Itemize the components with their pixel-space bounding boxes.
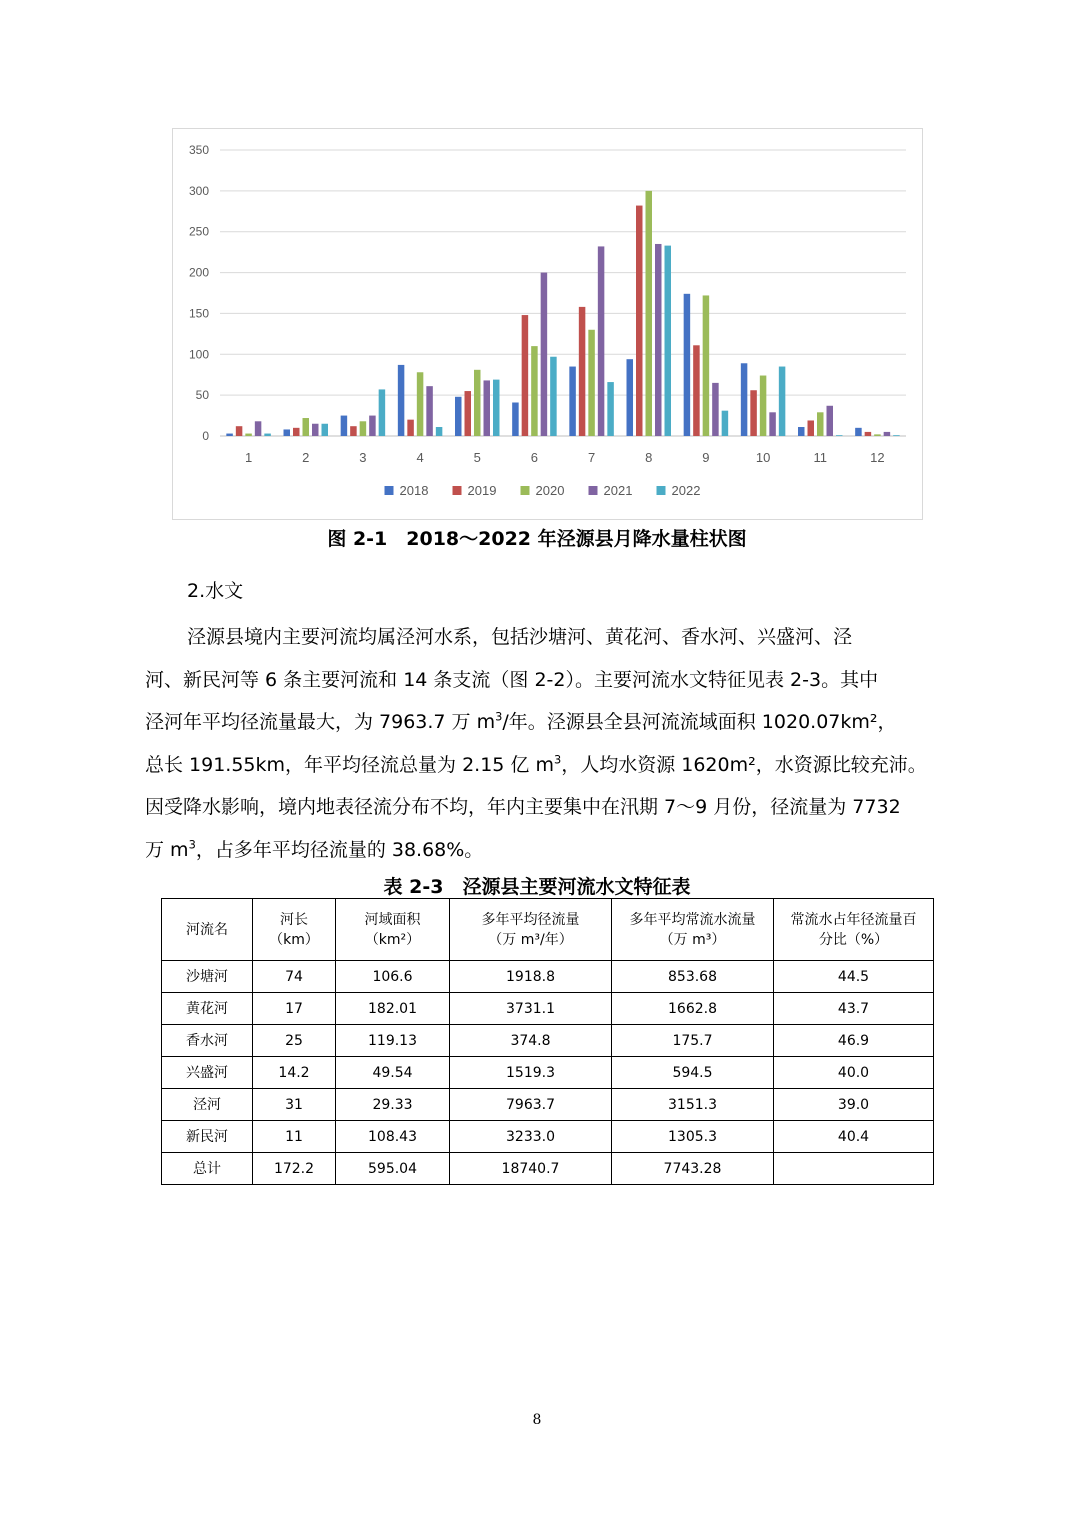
- table-header-cell: 河长 （km）: [253, 899, 336, 961]
- bar: [522, 315, 529, 436]
- table-cell: 182.01: [336, 993, 450, 1025]
- superscript: 3: [495, 709, 503, 724]
- table-cell: 新民河: [162, 1121, 253, 1153]
- bar: [798, 427, 805, 436]
- bar: [865, 432, 872, 436]
- table-cell: 594.5: [612, 1057, 774, 1089]
- table-cell: 31: [253, 1089, 336, 1121]
- table-cell: [774, 1153, 934, 1185]
- bar: [579, 307, 586, 436]
- bar: [836, 435, 843, 436]
- bar: [703, 295, 710, 436]
- bar: [646, 191, 653, 436]
- y-tick-label: 150: [188, 306, 209, 321]
- figure-caption: 图 2-1 2018～2022 年泾源县月降水量柱状图: [327, 528, 747, 550]
- bar: [588, 330, 595, 436]
- bar: [226, 434, 233, 436]
- bar: [607, 382, 614, 436]
- table-cell: 1918.8: [450, 961, 612, 993]
- table-cell: 40.0: [774, 1057, 934, 1089]
- x-tick-label: 6: [530, 450, 539, 465]
- table-header-cell: 河流名: [162, 899, 253, 961]
- bar: [541, 273, 548, 436]
- x-tick-label: 5: [473, 450, 481, 465]
- bar: [284, 429, 291, 436]
- paragraph-text: 河、新民河等 6 条主要河流和 14 条支流（图 2-2）。主要河流水文特征见表 2-3。其中: [145, 668, 879, 691]
- table-cell: 374.8: [450, 1025, 612, 1057]
- section-heading: 2.水文: [187, 580, 244, 602]
- table-cell: 74: [253, 961, 336, 993]
- paragraph-text: 泾源县境内主要河流均属泾河水系，包括沙塘河、黄花河、香水河、兴盛河、泾: [187, 626, 853, 648]
- paragraph-line: [145, 701, 953, 744]
- bar: [893, 435, 900, 436]
- table-row: [162, 961, 934, 993]
- table-header-row: [162, 899, 934, 961]
- legend-swatch: [589, 486, 598, 495]
- bar: [693, 345, 700, 436]
- bar: [712, 383, 719, 436]
- bar: [817, 412, 824, 436]
- table-row: [162, 993, 934, 1025]
- table-cell: 119.13: [336, 1025, 450, 1057]
- bar: [484, 380, 491, 436]
- table-row: [162, 1089, 934, 1121]
- bar: [455, 397, 462, 436]
- y-tick-label: 350: [188, 143, 209, 157]
- bar: [827, 406, 834, 436]
- bar: [398, 365, 405, 436]
- paragraph-text: ，人均水资源 1620m²，水资源比较充沛。: [561, 753, 927, 776]
- bar: [750, 390, 757, 436]
- table-row: [162, 1121, 934, 1153]
- paragraph-text: ，占多年平均径流量的 38.68%。: [195, 838, 484, 861]
- table-cell: 泾河: [162, 1089, 253, 1121]
- table-cell: 11: [253, 1121, 336, 1153]
- bar: [741, 363, 748, 436]
- table-cell: 43.7: [774, 993, 934, 1025]
- bar: [665, 246, 672, 436]
- bar: [407, 420, 414, 436]
- table-cell: 172.2: [253, 1153, 336, 1185]
- table-cell: 3151.3: [612, 1089, 774, 1121]
- y-tick-label: 50: [195, 388, 209, 403]
- table-cell: 17: [253, 993, 336, 1025]
- bar: [236, 426, 243, 436]
- bar: [636, 206, 643, 436]
- y-tick-label: 100: [188, 347, 209, 362]
- bar: [598, 246, 605, 436]
- bar: [322, 424, 329, 436]
- river-hydrology-table: [161, 898, 934, 1185]
- y-tick-label: 250: [188, 224, 209, 239]
- bar: [531, 346, 538, 436]
- x-tick-label: 3: [359, 450, 367, 465]
- bar: [426, 386, 433, 436]
- y-tick-label: 200: [188, 265, 209, 280]
- bar: [474, 370, 481, 436]
- bar: [655, 244, 662, 436]
- table-cell: 1662.8: [612, 993, 774, 1025]
- body-paragraph: [145, 616, 953, 871]
- table-cell: 兴盛河: [162, 1057, 253, 1089]
- legend-label: 2019: [467, 483, 497, 498]
- x-tick-label: 12: [870, 450, 885, 465]
- table-row: [162, 1057, 934, 1089]
- bar: [779, 367, 786, 436]
- table-cell: 3233.0: [450, 1121, 612, 1153]
- table-cell: 1305.3: [612, 1121, 774, 1153]
- y-tick-label: 300: [188, 183, 209, 198]
- table-cell: 沙塘河: [162, 961, 253, 993]
- superscript: 3: [188, 837, 196, 852]
- bar: [884, 432, 891, 436]
- legend-label: 2020: [535, 483, 565, 498]
- table-cell: 黄花河: [162, 993, 253, 1025]
- bar: [360, 421, 367, 436]
- superscript: 3: [553, 752, 562, 767]
- table-row: [162, 1025, 934, 1057]
- x-tick-label: 11: [813, 450, 827, 465]
- paragraph-line: [145, 616, 953, 659]
- bar: [769, 412, 776, 436]
- table-cell: 853.68: [612, 961, 774, 993]
- x-tick-label: 4: [416, 450, 424, 465]
- legend-swatch: [521, 486, 530, 495]
- table-cell: 49.54: [336, 1057, 450, 1089]
- bar: [512, 402, 519, 436]
- bar: [436, 427, 443, 436]
- paragraph-text: 因受降水影响，境内地表径流分布不均，年内主要集中在汛期 7～9 月份，径流量为 7732: [145, 796, 901, 818]
- table-caption: 表 2-3 泾源县主要河流水文特征表: [383, 876, 691, 898]
- table-header-cell: 多年平均径流量 （万 m³/年）: [450, 899, 612, 961]
- chart-canvas: [173, 129, 924, 521]
- table-cell: 595.04: [336, 1153, 450, 1185]
- bar: [341, 416, 348, 436]
- bar: [760, 376, 767, 436]
- page-number: 8: [532, 1412, 542, 1428]
- x-tick-label: 7: [587, 450, 596, 465]
- legend-swatch: [657, 486, 666, 495]
- bar: [303, 418, 310, 436]
- table-cell: 香水河: [162, 1025, 253, 1057]
- bar: [369, 416, 376, 436]
- x-tick-label: 9: [702, 450, 710, 465]
- bar: [855, 428, 862, 436]
- bar: [465, 391, 472, 436]
- paragraph-line: [145, 829, 953, 872]
- paragraph-line: [145, 659, 953, 702]
- paragraph-text: /年。泾源县全县河流流域面积 1020.07km²，: [502, 711, 897, 733]
- table-cell: 14.2: [253, 1057, 336, 1089]
- bar: [264, 434, 271, 436]
- legend-swatch: [385, 486, 394, 495]
- bar: [569, 367, 576, 436]
- legend-label: 2022: [671, 483, 701, 498]
- table-row: [162, 1153, 934, 1185]
- table-cell: 40.4: [774, 1121, 934, 1153]
- paragraph-line: [145, 786, 953, 829]
- bar: [293, 428, 300, 436]
- table-cell: 108.43: [336, 1121, 450, 1153]
- legend-swatch: [453, 486, 462, 495]
- precipitation-chart: [172, 128, 923, 520]
- table-cell: 7963.7: [450, 1089, 612, 1121]
- bar: [417, 372, 424, 436]
- table-header-cell: 多年平均常流水流量 （万 m³）: [612, 899, 774, 961]
- x-tick-label: 2: [302, 450, 310, 465]
- bar: [550, 357, 557, 436]
- table-header-cell: 河域面积 （km²）: [336, 899, 450, 961]
- x-tick-label: 1: [244, 450, 253, 465]
- bar: [255, 421, 262, 436]
- table-cell: 18740.7: [450, 1153, 612, 1185]
- legend-label: 2021: [603, 483, 633, 498]
- bar: [627, 359, 634, 436]
- table-cell: 3731.1: [450, 993, 612, 1025]
- bar: [684, 294, 691, 436]
- table-cell: 106.6: [336, 961, 450, 993]
- bar: [808, 420, 815, 436]
- bar: [379, 389, 386, 436]
- bar: [350, 426, 357, 436]
- bar: [312, 424, 319, 436]
- legend-label: 2018: [399, 483, 429, 498]
- table-cell: 1519.3: [450, 1057, 612, 1089]
- table-cell: 39.0: [774, 1089, 934, 1121]
- paragraph-text: 总长 191.55km，年平均径流总量为 2.15 亿 m: [145, 753, 554, 776]
- table-header-cell: 常流水占年径流量百 分比（%）: [774, 899, 934, 961]
- table-cell: 25: [253, 1025, 336, 1057]
- table-cell: 175.7: [612, 1025, 774, 1057]
- x-tick-label: 10: [755, 450, 771, 465]
- bar: [493, 380, 500, 436]
- table-cell: 总计: [162, 1153, 253, 1185]
- bar: [874, 434, 881, 436]
- x-tick-label: 8: [645, 450, 653, 465]
- paragraph-text: 万 m: [145, 838, 189, 861]
- bar: [245, 434, 252, 436]
- table-cell: 44.5: [774, 961, 934, 993]
- y-tick-label: 0: [202, 429, 209, 443]
- table-cell: 29.33: [336, 1089, 450, 1121]
- paragraph-text: 泾河年平均径流量最大，为 7963.7 万 m: [145, 711, 496, 733]
- bar: [722, 411, 729, 436]
- table-cell: 7743.28: [612, 1153, 774, 1185]
- paragraph-line: [145, 744, 953, 787]
- table-cell: 46.9: [774, 1025, 934, 1057]
